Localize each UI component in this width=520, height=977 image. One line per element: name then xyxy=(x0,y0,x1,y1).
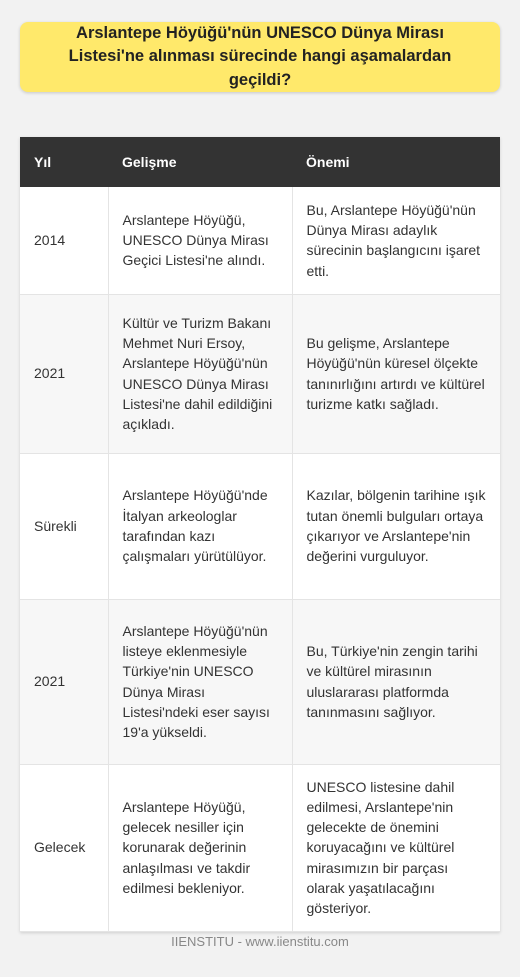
header-importance: Önemi xyxy=(292,137,500,187)
cell-importance: Bu gelişme, Arslantepe Höyüğü'nün küresel ölçekte tanınırlığını artırdı ve kültürel turizme katkı sağladı. xyxy=(292,294,500,453)
table-row xyxy=(20,187,500,294)
cell-importance: Kazılar, bölgenin tarihine ışık tutan önemli bulguları ortaya çıkarıyor ve Arslantepe'nin değerini vurguluyor. xyxy=(292,453,500,599)
table-row xyxy=(20,599,500,764)
cell-development: Arslantepe Höyüğü'nün listeye eklenmesiyle Türkiye'nin UNESCO Dünya Mirası Listesi'ndeki eser sayısı 19'a yükseldi. xyxy=(108,599,292,764)
cell-development: Arslantepe Höyüğü, UNESCO Dünya Mirası Geçici Listesi'ne alındı. xyxy=(108,187,292,294)
cell-year: 2014 xyxy=(20,187,108,294)
cell-importance: Bu, Arslantepe Höyüğü'nün Dünya Mirası adaylık sürecinin başlangıcını işaret etti. xyxy=(292,187,500,294)
cell-year: Sürekli xyxy=(20,453,108,599)
cell-development: Kültür ve Turizm Bakanı Mehmet Nuri Ersoy, Arslantepe Höyüğü'nün UNESCO Dünya Mirası Listesi'ne dahil edildiğini açıkladı. xyxy=(108,294,292,453)
table-row xyxy=(20,294,500,453)
footer-credit: IIENSTITU - www.iienstitu.com xyxy=(171,934,349,949)
table-header-row xyxy=(20,137,500,187)
cell-importance: Bu, Türkiye'nin zengin tarihi ve kültürel mirasının uluslararası platformda tanınmasını sağlıyor. xyxy=(292,599,500,764)
table-row xyxy=(20,453,500,599)
cell-importance: UNESCO listesine dahil edilmesi, Arslantepe'nin gelecekte de önemini koruyacağını ve kültürel mirasımızın bir parçası olarak yaşatılacağını gösteriyor. xyxy=(292,764,500,931)
cell-development: Arslantepe Höyüğü, gelecek nesiller için korunarak değerinin anlaşılması ve takdir edilmesi bekleniyor. xyxy=(108,764,292,931)
cell-year: 2021 xyxy=(20,599,108,764)
table-row xyxy=(20,764,500,931)
table-container xyxy=(20,137,500,932)
cell-year: Gelecek xyxy=(20,764,108,931)
header-development: Gelişme xyxy=(108,137,292,187)
cell-year: 2021 xyxy=(20,294,108,453)
timeline-table xyxy=(20,137,500,932)
title-banner xyxy=(20,22,500,92)
cell-development: Arslantepe Höyüğü'nde İtalyan arkeologlar tarafından kazı çalışmaları yürütülüyor. xyxy=(108,453,292,599)
header-year: Yıl xyxy=(20,137,108,187)
page-title: Arslantepe Höyüğü'nün UNESCO Dünya Mirası Listesi'ne alınması sürecinde hangi aşamalardan geçildi? xyxy=(68,24,452,89)
